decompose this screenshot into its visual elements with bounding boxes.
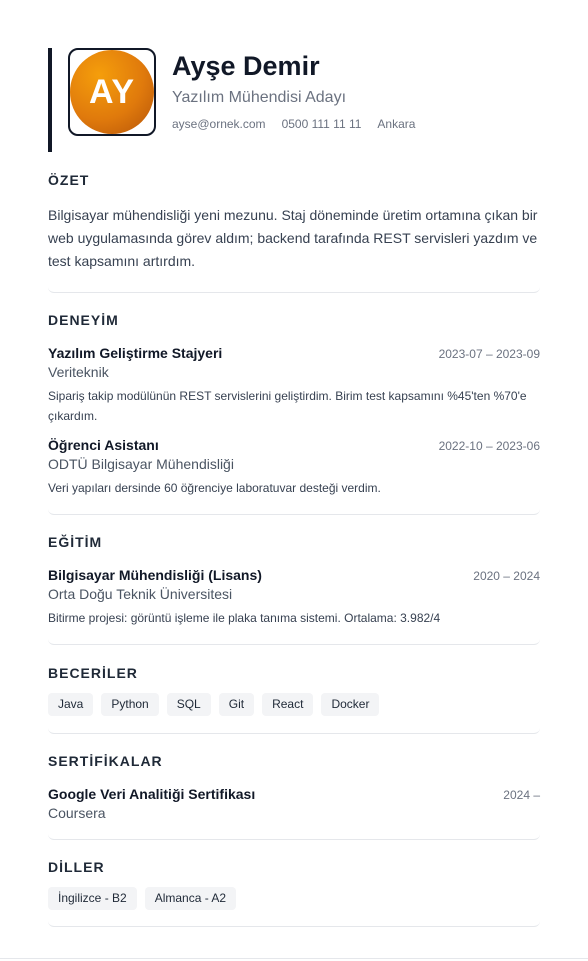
skill-chip: SQL bbox=[167, 693, 211, 716]
page-bottom-divider bbox=[0, 958, 588, 959]
skills-section bbox=[48, 665, 540, 734]
experience-item bbox=[48, 437, 540, 498]
skill-chip: Docker bbox=[321, 693, 379, 716]
skill-chip: React bbox=[262, 693, 313, 716]
experience-item bbox=[48, 345, 540, 426]
resume-page bbox=[48, 48, 540, 927]
skills-list bbox=[48, 693, 540, 716]
contact-phone: 0500 111 11 11 bbox=[281, 117, 362, 131]
language-chip: Almanca - A2 bbox=[145, 887, 236, 910]
education-item bbox=[48, 567, 540, 628]
experience-desc: Sipariş takip modülünün REST servislerini geliştirdim. Birim test kapsamını %45'ten %70'e çıkardım. bbox=[48, 389, 527, 423]
summary-heading: ÖZET bbox=[48, 172, 90, 188]
skill-chip: Java bbox=[48, 693, 93, 716]
certificates-section bbox=[48, 753, 540, 840]
avatar bbox=[68, 48, 156, 136]
education-desc: Bitirme projesi: görüntü işleme ile plaka tanıma sistemi. Ortalama: 3.982/4 bbox=[48, 611, 441, 625]
certificate-title: Google Veri Analitiği Sertifikası bbox=[48, 786, 256, 802]
experience-section bbox=[48, 312, 540, 515]
avatar-initials: AY bbox=[88, 72, 136, 111]
education-heading: EĞİTİM bbox=[48, 534, 103, 550]
education-section bbox=[48, 534, 540, 645]
experience-date: 2022-10 – 2023-06 bbox=[438, 439, 540, 453]
experience-desc: Veri yapıları dersinde 60 öğrenciye laboratuvar desteği verdim. bbox=[48, 481, 381, 495]
avatar-circle bbox=[70, 50, 154, 134]
summary-text: Bilgisayar mühendisliği yeni mezunu. Staj döneminde üretim ortamına çıkan bir web uygulamasında görev aldım; backend tarafında REST servisleri yazdım ve test kapsamını artırdım. bbox=[48, 207, 538, 269]
experience-org: ODTÜ Bilgisayar Mühendisliği bbox=[48, 456, 234, 472]
certificate-date: 2024 – bbox=[503, 788, 540, 802]
languages-heading: DİLLER bbox=[48, 859, 105, 875]
contact-city: Ankara bbox=[377, 117, 416, 131]
experience-title: Öğrenci Asistanı bbox=[48, 437, 159, 453]
summary-section bbox=[48, 172, 540, 293]
contact-info bbox=[172, 117, 415, 131]
experience-title: Yazılım Geliştirme Stajyeri bbox=[48, 345, 223, 361]
languages-list bbox=[48, 887, 540, 910]
education-date: 2020 – 2024 bbox=[473, 569, 540, 583]
resume-header bbox=[48, 48, 540, 152]
skills-heading: BECERİLER bbox=[48, 665, 138, 681]
skill-chip: Python bbox=[101, 693, 158, 716]
languages-section bbox=[48, 859, 540, 927]
certificate-org: Coursera bbox=[48, 805, 106, 821]
education-org: Orta Doğu Teknik Üniversitesi bbox=[48, 586, 233, 602]
contact-email: ayse@ornek.com bbox=[172, 117, 266, 131]
header-text bbox=[172, 48, 415, 152]
experience-heading: DENEYİM bbox=[48, 312, 119, 328]
person-name: Ayşe Demir bbox=[172, 51, 320, 81]
language-chip: İngilizce - B2 bbox=[48, 887, 137, 910]
person-title: Yazılım Mühendisi Adayı bbox=[172, 89, 347, 106]
experience-date: 2023-07 – 2023-09 bbox=[438, 347, 540, 361]
education-title: Bilgisayar Mühendisliği (Lisans) bbox=[48, 567, 262, 583]
skill-chip: Git bbox=[219, 693, 254, 716]
certificate-item bbox=[48, 786, 540, 821]
experience-org: Veriteknik bbox=[48, 364, 109, 380]
certificates-heading: SERTİFİKALAR bbox=[48, 753, 163, 769]
